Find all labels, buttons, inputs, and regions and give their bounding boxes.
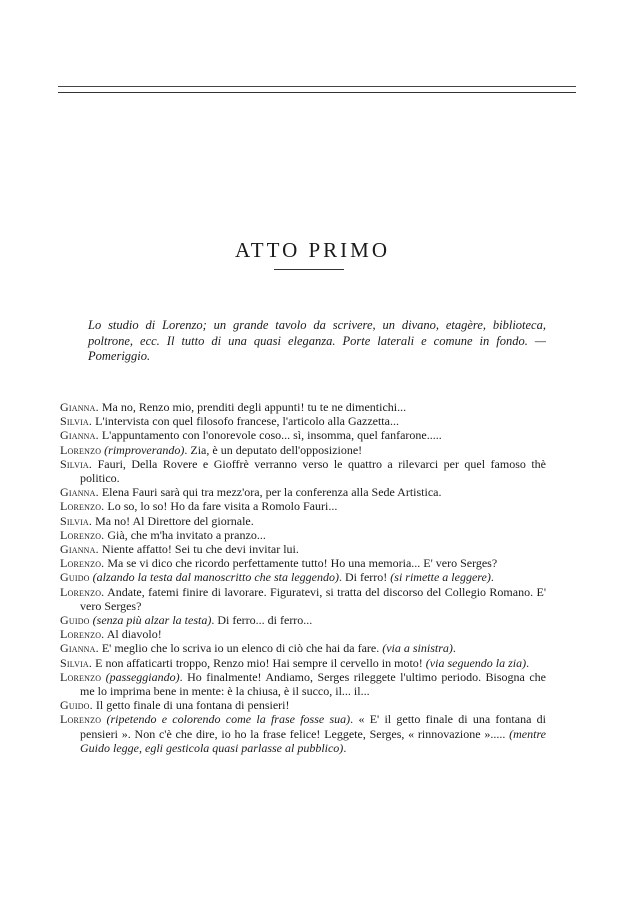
speaker-name: Guido (60, 570, 90, 585)
stage-direction-inline: (rimproverando) (104, 442, 185, 457)
speaker-name: Silvia. (60, 655, 93, 670)
line-text: . (343, 740, 347, 755)
line-text: L'intervista con quel filosofo francese, l'articolo alla Gazzetta... (92, 414, 399, 429)
stage-direction-inline: (passeggiando) (105, 669, 180, 684)
speaker-name: Lorenzo. (60, 556, 105, 571)
dialogue-line (60, 499, 546, 513)
dialogue-line (60, 641, 546, 655)
line-text: E non affaticarti troppo, Renzo mio! Hai sempre il cervello in moto! (92, 655, 426, 670)
speaker-name: Gianna. (60, 542, 99, 557)
header-rule-double (58, 92, 576, 93)
line-text: Al diavolo! (104, 627, 162, 642)
dialogue-line (60, 443, 546, 457)
line-text: . (490, 570, 494, 585)
line-text: . (452, 641, 456, 656)
dialogue-line (60, 428, 546, 442)
dialogue-line (60, 585, 546, 613)
dialogue-line (60, 400, 546, 414)
dialogue-line (60, 514, 546, 528)
line-text: L'appuntamento con l'onorevole coso... sì, insomma, quel fanfarone..... (98, 428, 442, 443)
dialogue-line (60, 485, 546, 499)
stage-direction-inline: (alzando la testa dal manoscritto che sta leggendo) (92, 570, 339, 585)
opening-stage-direction: Lo studio di Lorenzo; un grande tavolo da scrivere, un divano, etagère, biblioteca, poltrone, ecc. Il tutto di una quasi eleganza. Porte laterali e comune in fondo. — Pomeriggio. (88, 318, 546, 363)
dialogue-line (60, 542, 546, 556)
speaker-name: Silvia. (60, 456, 93, 471)
line-text: Ma no, Renzo mio, prenditi degli appunti! tu te ne dimentichi... (98, 400, 407, 414)
line-text: . (526, 655, 530, 670)
speaker-name: Guido. (60, 698, 93, 713)
stage-direction-inline: (ripetendo e colorendo come la frase fosse sua) (106, 712, 351, 727)
speaker-name: Lorenzo (60, 669, 102, 684)
line-text: . Zia, è un deputato dell'opposizione! (184, 442, 363, 457)
stage-direction-inline: (senza più alzar la testa) (92, 613, 212, 628)
speaker-name: Silvia. (60, 513, 93, 528)
line-text: Il getto finale di una fontana di pensieri! (92, 698, 290, 713)
dialogue-line (60, 712, 546, 755)
act-title: ATTO PRIMO (234, 238, 391, 262)
line-text: . Di ferro! (338, 570, 391, 585)
dialogue-line (60, 698, 546, 712)
line-text: Ma no! Al Direttore del giornale. (92, 513, 254, 528)
speaker-name: Lorenzo (60, 712, 102, 727)
dialogue-line (60, 457, 546, 485)
header-rule (58, 86, 576, 87)
dialogue-line (60, 528, 546, 542)
line-text: . Ho finalmente! Andiamo, Serges rileggete l'ultimo periodo. Bisogna che me lo imprima bene in mente: è la chiusa, è il succo, il... il... (80, 669, 547, 699)
stage-direction-inline: (mentre Guido legge, egli gesticola quasi parlasse al pubblico) (80, 726, 546, 755)
speaker-name: Gianna. (60, 400, 99, 414)
speaker-name: Lorenzo. (60, 527, 105, 542)
line-text: Già, che m'ha invitato a pranzo... (104, 527, 266, 542)
line-text: Elena Fauri sarà qui tra mezz'ora, per la conferenza alla Sede Artistica. (98, 485, 442, 500)
line-text: . Di ferro... di ferro... (211, 613, 313, 628)
dialogue-line (60, 556, 546, 570)
line-text: Andate, fatemi finire di lavorare. Figuratevi, si tratta del discorso del Collegio Romano. E' vero Serges? (80, 584, 546, 613)
line-text: Lo so, lo so! Ho da fare visita a Romolo Fauri... (104, 499, 338, 514)
dialogue-list (60, 400, 546, 755)
dialogue-line (60, 670, 546, 698)
speaker-name: Lorenzo. (60, 627, 105, 642)
speaker-name: Gianna. (60, 485, 99, 500)
dialogue-line (60, 570, 546, 584)
speaker-name: Gianna. (60, 428, 99, 443)
dialogue-line (60, 414, 546, 428)
dialogue-line (60, 656, 546, 670)
speaker-name: Silvia. (60, 414, 93, 429)
line-text: E' meglio che lo scriva io un elenco di ciò che hai da fare. (98, 641, 383, 656)
speaker-name: Guido (60, 613, 90, 628)
stage-direction-inline: (via a sinistra) (382, 641, 453, 656)
dialogue-line (60, 613, 546, 627)
line-text: Fauri, Della Rovere e Gioffrè verranno verso le quattro a rilevarci per quel famoso thè politico. (80, 456, 546, 486)
line-text: Niente affatto! Sei tu che devi invitar lui. (98, 542, 299, 557)
speaker-name: Lorenzo. (60, 499, 105, 514)
line-text: Ma se vi dico che ricordo perfettamente tutto! Ho una memoria... E' vero Serges? (104, 556, 498, 571)
stage-direction-inline: (si rimette a leggere) (390, 570, 491, 585)
speaker-name: Gianna. (60, 641, 99, 656)
speaker-name: Lorenzo (60, 442, 102, 457)
title-underline (274, 269, 344, 270)
stage-direction-inline: (via seguendo la zia) (425, 655, 527, 670)
line-text: . « E' il getto finale di una fontana di pensieri ». Non c'è che dire, io ho la frase felice! Leggete, Serges, « rinnovazione »..... (80, 712, 547, 741)
dialogue-line (60, 627, 546, 641)
speaker-name: Lorenzo. (60, 584, 105, 599)
